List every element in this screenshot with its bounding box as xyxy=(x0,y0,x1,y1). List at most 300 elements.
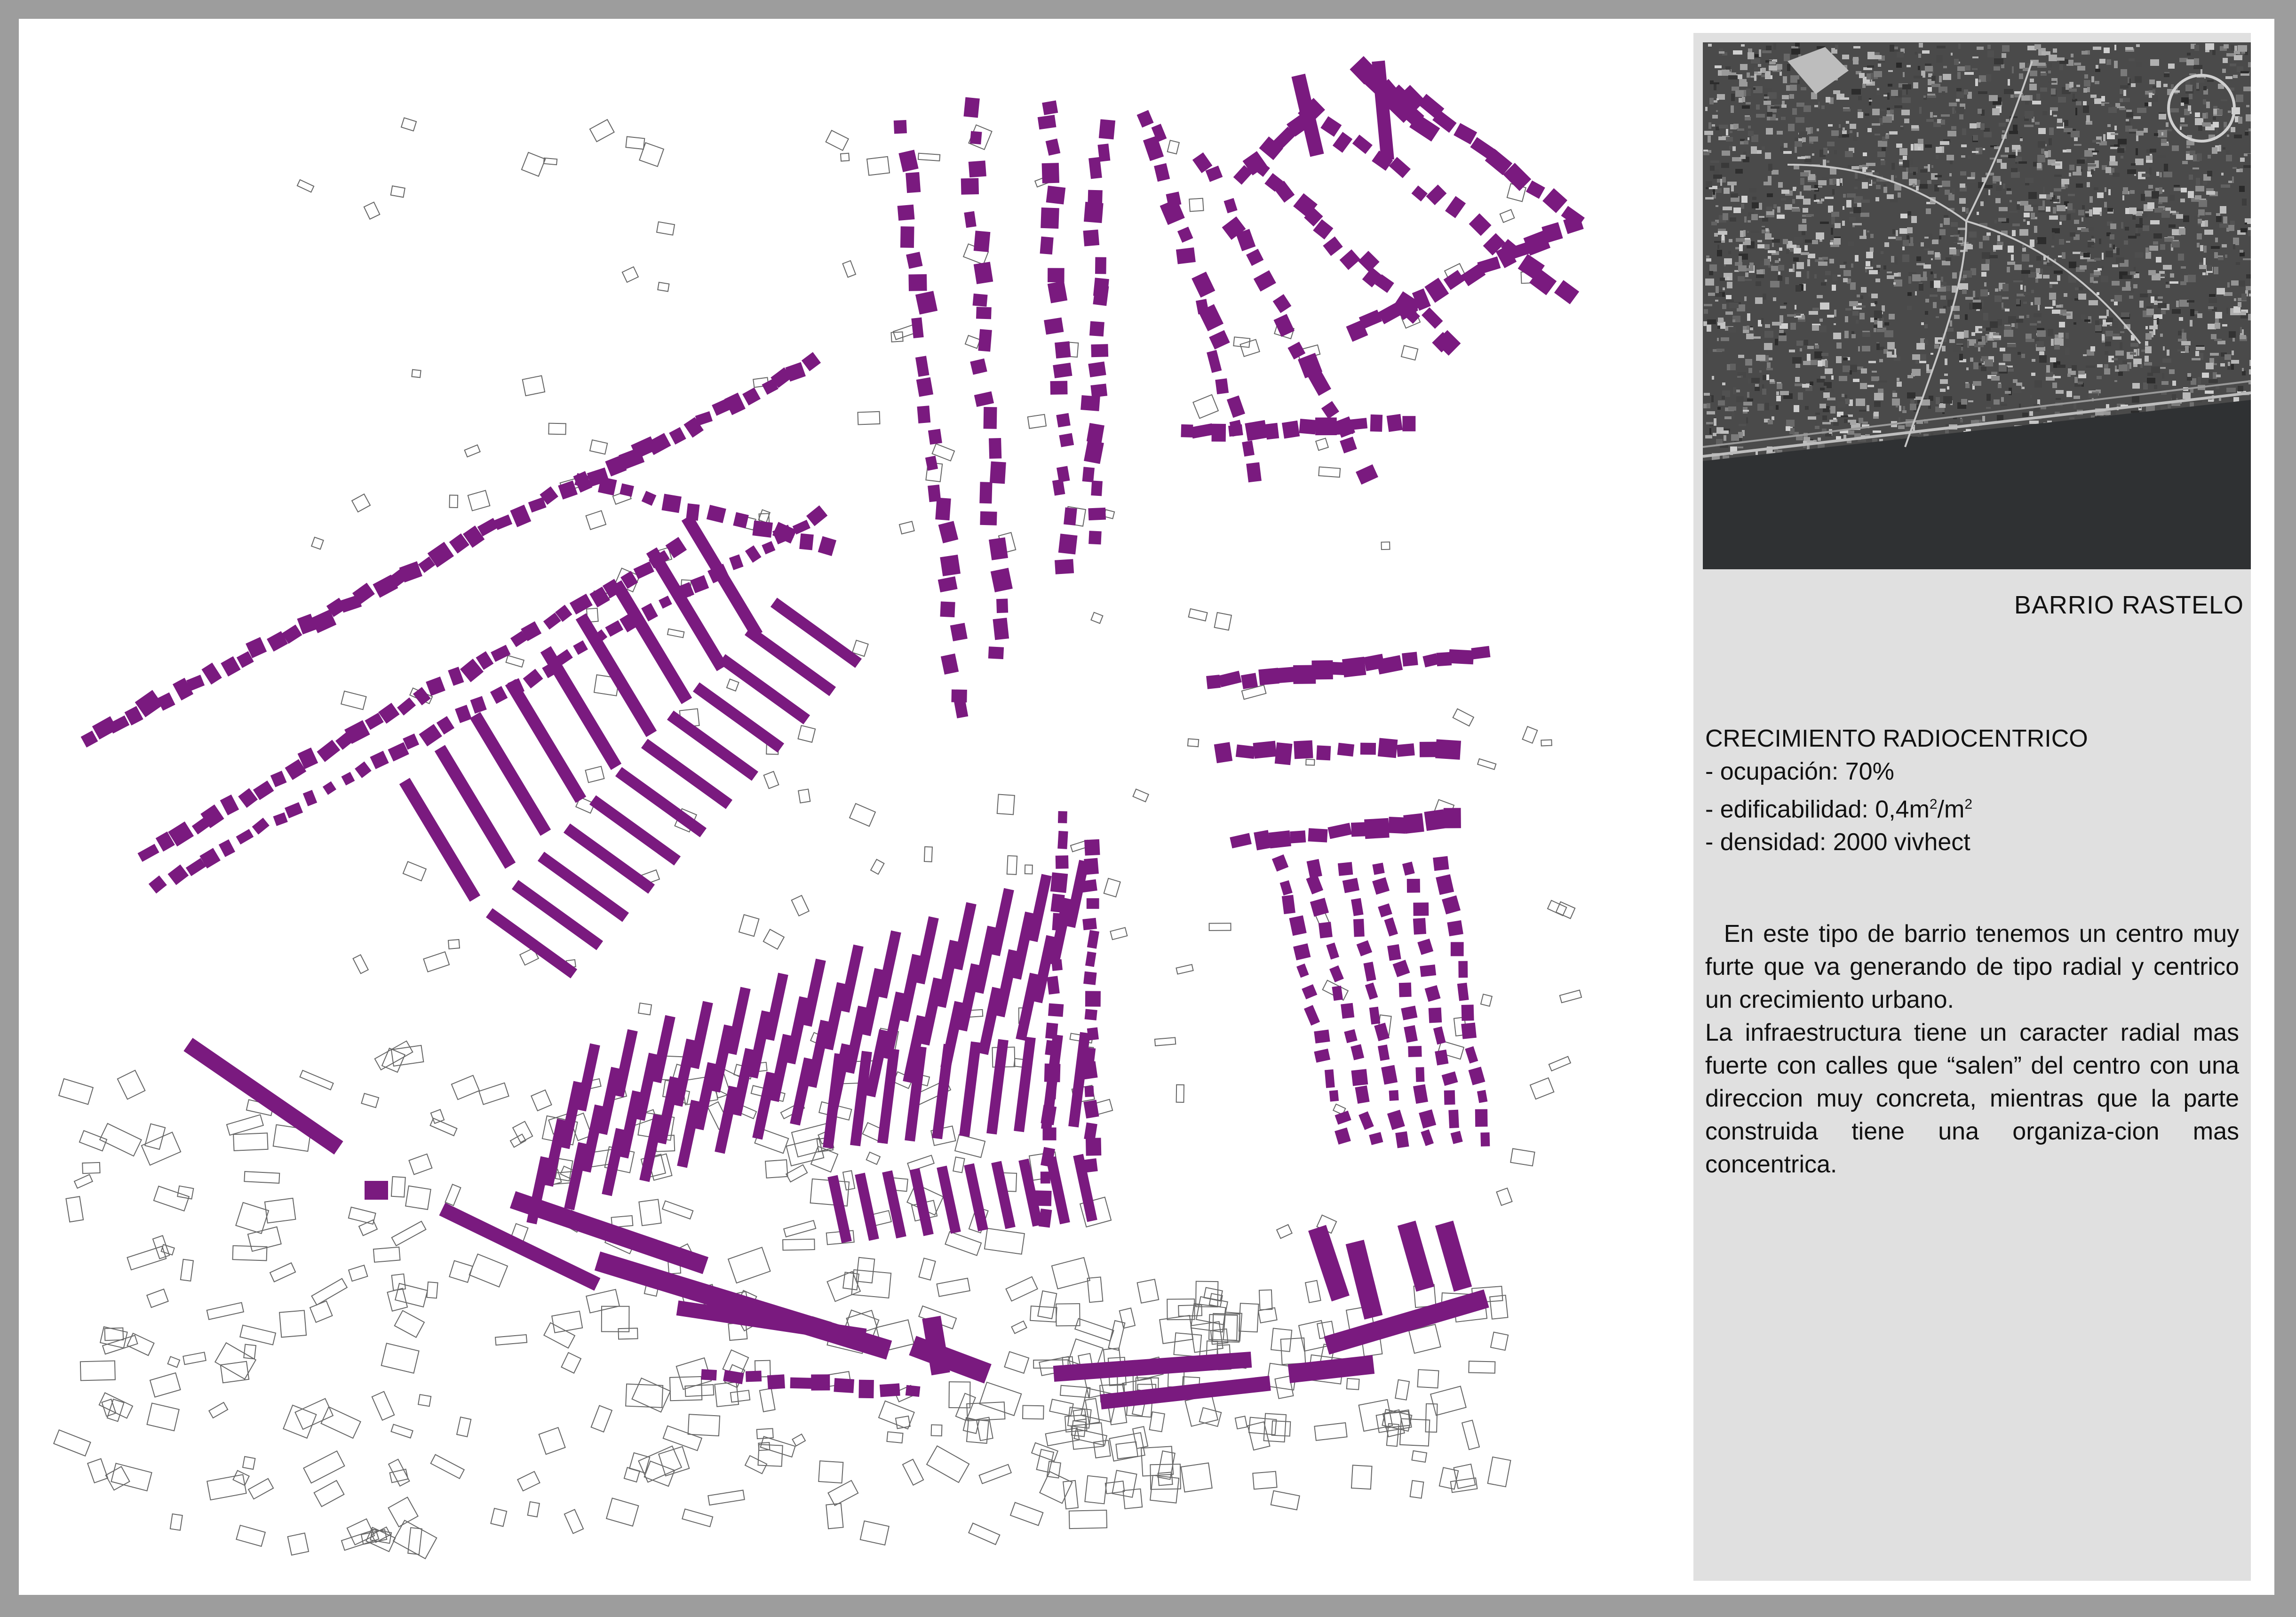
aerial-roof xyxy=(1957,332,1964,339)
aerial-roof xyxy=(1903,240,1909,246)
aerial-roof xyxy=(2220,206,2226,214)
aerial-roof xyxy=(2226,155,2232,161)
aerial-roof xyxy=(1965,314,1968,320)
building-outline xyxy=(300,1070,334,1090)
aerial-roof xyxy=(2062,252,2066,259)
aerial-roof xyxy=(1953,345,1961,352)
aerial-roof xyxy=(1717,326,1720,329)
aerial-roof xyxy=(1714,233,1718,237)
aerial-roof xyxy=(2068,194,2075,196)
aerial-roof xyxy=(2053,199,2059,202)
aerial-roof xyxy=(2025,102,2029,104)
building-block xyxy=(1088,531,1102,544)
aerial-roof xyxy=(2019,316,2024,319)
building-block xyxy=(1050,872,1068,893)
aerial-roof xyxy=(1748,126,1751,128)
aerial-roof xyxy=(1907,375,1913,378)
aerial-roof xyxy=(2066,333,2069,339)
building-block xyxy=(790,1378,812,1389)
building-block xyxy=(365,1181,388,1200)
building-outline xyxy=(452,1075,479,1099)
aerial-roof xyxy=(2042,51,2050,55)
aerial-roof xyxy=(1981,272,1986,277)
aerial-roof xyxy=(1862,332,1870,337)
building-block xyxy=(1275,742,1293,765)
aerial-roof xyxy=(2198,126,2202,131)
aerial-roof xyxy=(2076,183,2083,188)
aerial-roof xyxy=(1734,106,1737,109)
aerial-roof xyxy=(1919,284,1923,291)
building-outline xyxy=(391,186,405,197)
aerial-roof xyxy=(2181,103,2184,106)
building-block xyxy=(201,662,222,685)
aerial-roof xyxy=(1958,44,1961,49)
aerial-roof xyxy=(2217,109,2223,115)
aerial-roof xyxy=(1970,358,1973,362)
aerial-roof xyxy=(2048,329,2053,336)
building-block xyxy=(1388,817,1406,834)
aerial-roof xyxy=(1887,93,1890,100)
building-block xyxy=(1084,440,1104,464)
building-block xyxy=(1402,652,1418,666)
aerial-roof xyxy=(1899,406,1901,411)
aerial-roof xyxy=(1860,213,1869,217)
building-outline xyxy=(310,1301,333,1322)
aerial-roof xyxy=(2218,329,2227,333)
aerial-roof xyxy=(1892,229,1895,234)
building-outline xyxy=(1040,1472,1072,1503)
building-block xyxy=(772,522,797,543)
aerial-roof xyxy=(1962,289,1967,294)
aerial-roof xyxy=(1925,144,1932,148)
aerial-roof xyxy=(1887,194,1894,199)
aerial-roof xyxy=(2202,373,2209,378)
aerial-roof xyxy=(2170,271,2173,273)
building-outline xyxy=(759,510,770,523)
building-block xyxy=(1337,743,1354,757)
building-block xyxy=(906,252,922,269)
aerial-roof xyxy=(1742,97,1745,102)
aerial-roof xyxy=(1962,128,1966,135)
building-block xyxy=(940,555,961,576)
aerial-roof xyxy=(2174,185,2180,187)
aerial-roof xyxy=(2115,369,2119,372)
aerial-roof xyxy=(2012,386,2021,393)
building-block xyxy=(1192,271,1215,297)
building-outline xyxy=(147,1403,179,1431)
aerial-roof xyxy=(2246,286,2251,290)
photo-caption: BARRIO RASTELO xyxy=(2014,591,2244,619)
aerial-roof xyxy=(1847,430,1854,435)
aerial-roof xyxy=(1750,76,1755,78)
building-block xyxy=(986,1039,1009,1135)
building-block xyxy=(1372,877,1390,895)
building-block xyxy=(1154,163,1170,182)
aerial-roof xyxy=(2021,96,2030,101)
aerial-roof xyxy=(2081,314,2085,319)
aerial-roof xyxy=(1942,91,1945,95)
building-block xyxy=(938,521,959,543)
aerial-roof xyxy=(2083,105,2089,113)
aerial-roof xyxy=(2190,320,2193,327)
building-block xyxy=(1084,202,1104,223)
building-outline xyxy=(1347,1378,1359,1390)
aerial-roof xyxy=(1787,64,1790,71)
aerial-roof xyxy=(2021,354,2025,358)
aerial-roof xyxy=(2105,251,2113,257)
building-block xyxy=(1027,874,1052,942)
aerial-roof xyxy=(1872,371,1877,373)
aerial-roof xyxy=(1891,163,1895,170)
aerial-roof xyxy=(2065,348,2069,355)
aerial-roof xyxy=(2104,364,2108,368)
building-outline xyxy=(548,423,566,435)
aerial-roof xyxy=(2154,133,2158,136)
building-block xyxy=(1308,828,1328,842)
aerial-roof xyxy=(1840,97,1849,100)
aerial-roof xyxy=(2035,279,2038,283)
aerial-roof xyxy=(1962,207,1965,212)
building-outline xyxy=(1193,395,1218,418)
aerial-roof xyxy=(1723,213,1728,220)
aerial-roof xyxy=(1861,368,1867,374)
aerial-roof xyxy=(2031,373,2035,376)
aerial-roof xyxy=(1836,343,1842,349)
aerial-roof xyxy=(1781,104,1787,108)
aerial-roof xyxy=(1946,155,1954,160)
aerial-roof xyxy=(1970,123,1977,128)
highlighted-buildings xyxy=(81,56,1585,1410)
building-outline xyxy=(792,895,809,916)
building-block xyxy=(1433,856,1449,871)
aerial-roof xyxy=(1757,76,1760,80)
aerial-roof xyxy=(1894,349,1896,355)
aerial-roof xyxy=(1902,84,1911,89)
aerial-roof xyxy=(1709,98,1714,104)
aerial-roof xyxy=(2021,270,2030,274)
building-outline xyxy=(279,1310,306,1337)
building-block xyxy=(1372,863,1384,875)
aerial-roof xyxy=(2242,368,2244,371)
building-block xyxy=(595,1251,892,1360)
aerial-roof xyxy=(1745,117,1751,120)
aerial-roof xyxy=(1926,119,1934,122)
aerial-roof xyxy=(2097,376,2102,379)
aerial-roof xyxy=(2203,181,2207,185)
aerial-roof xyxy=(1732,146,1736,151)
aerial-roof xyxy=(1811,188,1818,190)
building-outline xyxy=(544,1323,575,1348)
aerial-roof xyxy=(1921,322,1924,325)
aerial-roof xyxy=(2204,230,2213,235)
aerial-roof xyxy=(1812,308,1819,311)
aerial-roof xyxy=(1869,178,1871,184)
building-block xyxy=(1364,818,1390,839)
aerial-roof xyxy=(1772,239,1780,243)
aerial-roof xyxy=(1746,417,1748,423)
aerial-roof xyxy=(1820,388,1825,390)
aerial-roof xyxy=(2114,295,2122,302)
aerial-roof xyxy=(1706,348,1708,354)
building-block xyxy=(1271,667,1295,684)
building-outline xyxy=(783,1239,815,1251)
aerial-roof xyxy=(2185,346,2189,353)
aerial-roof xyxy=(2052,300,2056,306)
aerial-photograph xyxy=(1703,42,2251,569)
building-outline xyxy=(449,495,458,508)
aerial-roof xyxy=(2164,164,2168,171)
aerial-roof xyxy=(2219,223,2228,228)
building-block xyxy=(1449,649,1474,664)
aerial-roof xyxy=(1777,383,1782,389)
aerial-roof xyxy=(1869,98,1871,105)
aerial-roof xyxy=(1897,382,1902,387)
aerial-roof xyxy=(1757,404,1764,411)
aerial-roof xyxy=(2089,393,2098,398)
building-outline xyxy=(745,1456,767,1474)
building-block xyxy=(915,291,937,314)
building-outline xyxy=(727,679,739,691)
aerial-roof xyxy=(2013,125,2018,131)
aerial-roof xyxy=(1761,318,1764,324)
building-outline xyxy=(1010,1503,1043,1526)
building-block xyxy=(1435,1221,1472,1292)
aerial-roof xyxy=(2246,114,2251,121)
aerial-roof xyxy=(1934,274,1937,278)
aerial-roof xyxy=(1849,301,1858,306)
aerial-roof xyxy=(1951,222,1958,227)
building-outline xyxy=(1176,1085,1184,1102)
aerial-roof xyxy=(1722,235,1724,240)
aerial-roof xyxy=(2082,205,2085,209)
aerial-roof xyxy=(1743,230,1746,237)
building-block xyxy=(613,1029,638,1098)
aerial-roof xyxy=(1818,186,1822,188)
aerial-roof xyxy=(1808,174,1815,180)
aerial-roof xyxy=(1832,189,1835,195)
building-block xyxy=(1338,862,1353,876)
building-block xyxy=(1477,1090,1487,1103)
aerial-roof xyxy=(2181,341,2191,345)
info-panel xyxy=(1693,33,2251,1581)
aerial-roof xyxy=(2026,339,2034,342)
aerial-roof xyxy=(1986,335,1987,343)
aerial-roof xyxy=(2142,174,2150,177)
aerial-roof xyxy=(1973,381,1981,386)
aerial-roof xyxy=(1726,137,1733,142)
aerial-roof xyxy=(2149,80,2155,84)
building-block xyxy=(1282,421,1300,439)
aerial-roof xyxy=(1907,306,1912,310)
building-outline xyxy=(955,1135,985,1158)
aerial-roof xyxy=(1907,292,1912,296)
aerial-roof xyxy=(2232,176,2234,183)
building-outline xyxy=(349,1207,376,1224)
aerial-roof xyxy=(2112,264,2118,267)
aerial-roof xyxy=(1710,160,1719,163)
aerial-roof xyxy=(1832,285,1836,291)
aerial-roof xyxy=(1980,123,1985,130)
aerial-roof xyxy=(2008,79,2010,86)
building-outline xyxy=(1047,1461,1061,1478)
building-block xyxy=(1289,916,1306,936)
aerial-roof xyxy=(1939,229,1946,235)
building-outline xyxy=(168,1356,180,1367)
aerial-roof xyxy=(2133,364,2137,367)
aerial-roof xyxy=(1855,255,1859,262)
aerial-roof xyxy=(1861,199,1870,203)
aerial-roof xyxy=(2223,58,2228,63)
building-outline xyxy=(1259,1290,1272,1310)
aerial-roof xyxy=(2162,373,2164,379)
building-block xyxy=(1419,1109,1436,1129)
aerial-roof xyxy=(2012,66,2014,73)
aerial-roof xyxy=(2024,125,2034,127)
aerial-roof xyxy=(1805,406,1809,410)
aerial-roof xyxy=(2069,417,2074,419)
aerial-roof xyxy=(1814,194,1816,200)
building-outline xyxy=(1491,1332,1508,1350)
aerial-roof xyxy=(2228,111,2231,113)
aerial-roof xyxy=(1831,389,1834,393)
aerial-roof xyxy=(1721,163,1729,168)
building-block xyxy=(1454,123,1477,144)
aerial-roof xyxy=(2015,162,2018,164)
aerial-roof xyxy=(2193,65,2202,69)
aerial-roof xyxy=(1706,258,1711,262)
building-outline xyxy=(1209,923,1231,931)
aerial-roof xyxy=(2159,114,2166,119)
aerial-roof xyxy=(1822,257,1828,260)
building-block xyxy=(1052,913,1065,931)
aerial-roof xyxy=(1834,310,1836,317)
aerial-roof xyxy=(2075,108,2077,115)
aerial-roof xyxy=(2059,222,2062,225)
aerial-roof xyxy=(2038,141,2045,148)
aerial-roof xyxy=(1792,208,1800,212)
aerial-roof xyxy=(1833,418,1836,420)
aerial-roof xyxy=(2240,71,2249,73)
aerial-roof xyxy=(1802,137,1806,142)
aerial-roof xyxy=(2014,264,2022,270)
aerial-roof xyxy=(1987,45,1991,49)
building-block xyxy=(168,864,189,885)
aerial-roof xyxy=(2104,368,2110,374)
aerial-roof xyxy=(1936,316,1939,318)
aerial-roof xyxy=(2182,333,2186,339)
aerial-roof xyxy=(2209,358,2214,363)
aerial-roof xyxy=(1910,237,1913,243)
aerial-roof xyxy=(1844,331,1849,338)
aerial-roof xyxy=(1884,322,1889,326)
aerial-roof xyxy=(1765,403,1769,410)
aerial-roof xyxy=(2073,94,2075,100)
building-block xyxy=(989,438,1001,459)
aerial-roof xyxy=(1924,324,1928,328)
aerial-roof xyxy=(1979,147,1982,154)
aerial-roof xyxy=(2070,232,2075,237)
aerial-roof xyxy=(2176,214,2183,219)
aerial-roof xyxy=(1863,230,1866,237)
aerial-roof xyxy=(2053,115,2057,117)
aerial-roof xyxy=(1867,231,1869,232)
aerial-roof xyxy=(1751,231,1759,233)
aerial-roof xyxy=(1986,327,1991,331)
aerial-roof xyxy=(2097,364,2103,367)
aerial-roof xyxy=(1819,319,1823,322)
aerial-roof xyxy=(2095,325,2102,331)
aerial-roof xyxy=(1765,152,1771,159)
building-block xyxy=(1329,1090,1339,1102)
aerial-roof xyxy=(1795,285,1801,292)
aerial-roof xyxy=(2058,97,2066,103)
building-outline xyxy=(1496,1188,1512,1205)
building-block xyxy=(1058,811,1067,823)
aerial-roof xyxy=(2004,330,2013,337)
building-block xyxy=(799,534,814,550)
aerial-roof xyxy=(1981,264,1989,271)
aerial-roof xyxy=(1728,406,1736,411)
aerial-roof xyxy=(1936,397,1940,404)
aerial-roof xyxy=(2029,84,2037,90)
building-block xyxy=(1293,943,1311,960)
aerial-roof xyxy=(2069,82,2074,88)
building-block xyxy=(1340,437,1357,454)
aerial-roof xyxy=(1764,343,1772,350)
aerial-roof xyxy=(2061,184,2065,187)
aerial-roof xyxy=(1762,146,1765,150)
building-block xyxy=(669,427,686,445)
aerial-roof xyxy=(2152,95,2158,102)
aerial-roof xyxy=(1992,108,2000,115)
aerial-roof xyxy=(2057,365,2066,368)
aerial-roof xyxy=(2038,128,2046,134)
aerial-roof xyxy=(1925,299,1929,303)
aerial-roof xyxy=(2067,203,2073,210)
aerial-roof xyxy=(2211,246,2220,249)
aerial-roof xyxy=(1794,248,1801,254)
building-outline xyxy=(227,1115,263,1135)
aerial-roof xyxy=(2157,318,2159,325)
aerial-roof xyxy=(2049,215,2058,220)
aerial-roof xyxy=(1756,281,1761,286)
building-block xyxy=(1085,1009,1097,1020)
aerial-roof xyxy=(2230,64,2236,66)
aerial-roof xyxy=(1801,87,1806,90)
building-block xyxy=(1041,207,1059,229)
aerial-roof xyxy=(1903,72,1905,77)
aerial-roof xyxy=(1866,252,1873,258)
aerial-roof xyxy=(2043,344,2051,347)
building-outline xyxy=(1439,1467,1458,1489)
aerial-roof xyxy=(1889,314,1895,319)
building-outline xyxy=(181,1259,193,1281)
aerial-roof xyxy=(2148,185,2153,189)
aerial-roof xyxy=(1973,291,1975,297)
aerial-roof xyxy=(1708,135,1711,143)
aerial-roof xyxy=(1741,204,1744,209)
aerial-roof xyxy=(2171,241,2180,247)
aerial-roof xyxy=(1893,282,1896,285)
aerial-roof xyxy=(1918,66,1920,70)
building-block xyxy=(470,696,487,714)
aerial-roof xyxy=(2056,57,2065,61)
aerial-roof xyxy=(2180,127,2182,130)
aerial-roof xyxy=(1881,160,1885,165)
aerial-roof xyxy=(1783,151,1792,154)
building-block xyxy=(1413,902,1429,916)
aerial-roof xyxy=(1879,109,1885,111)
